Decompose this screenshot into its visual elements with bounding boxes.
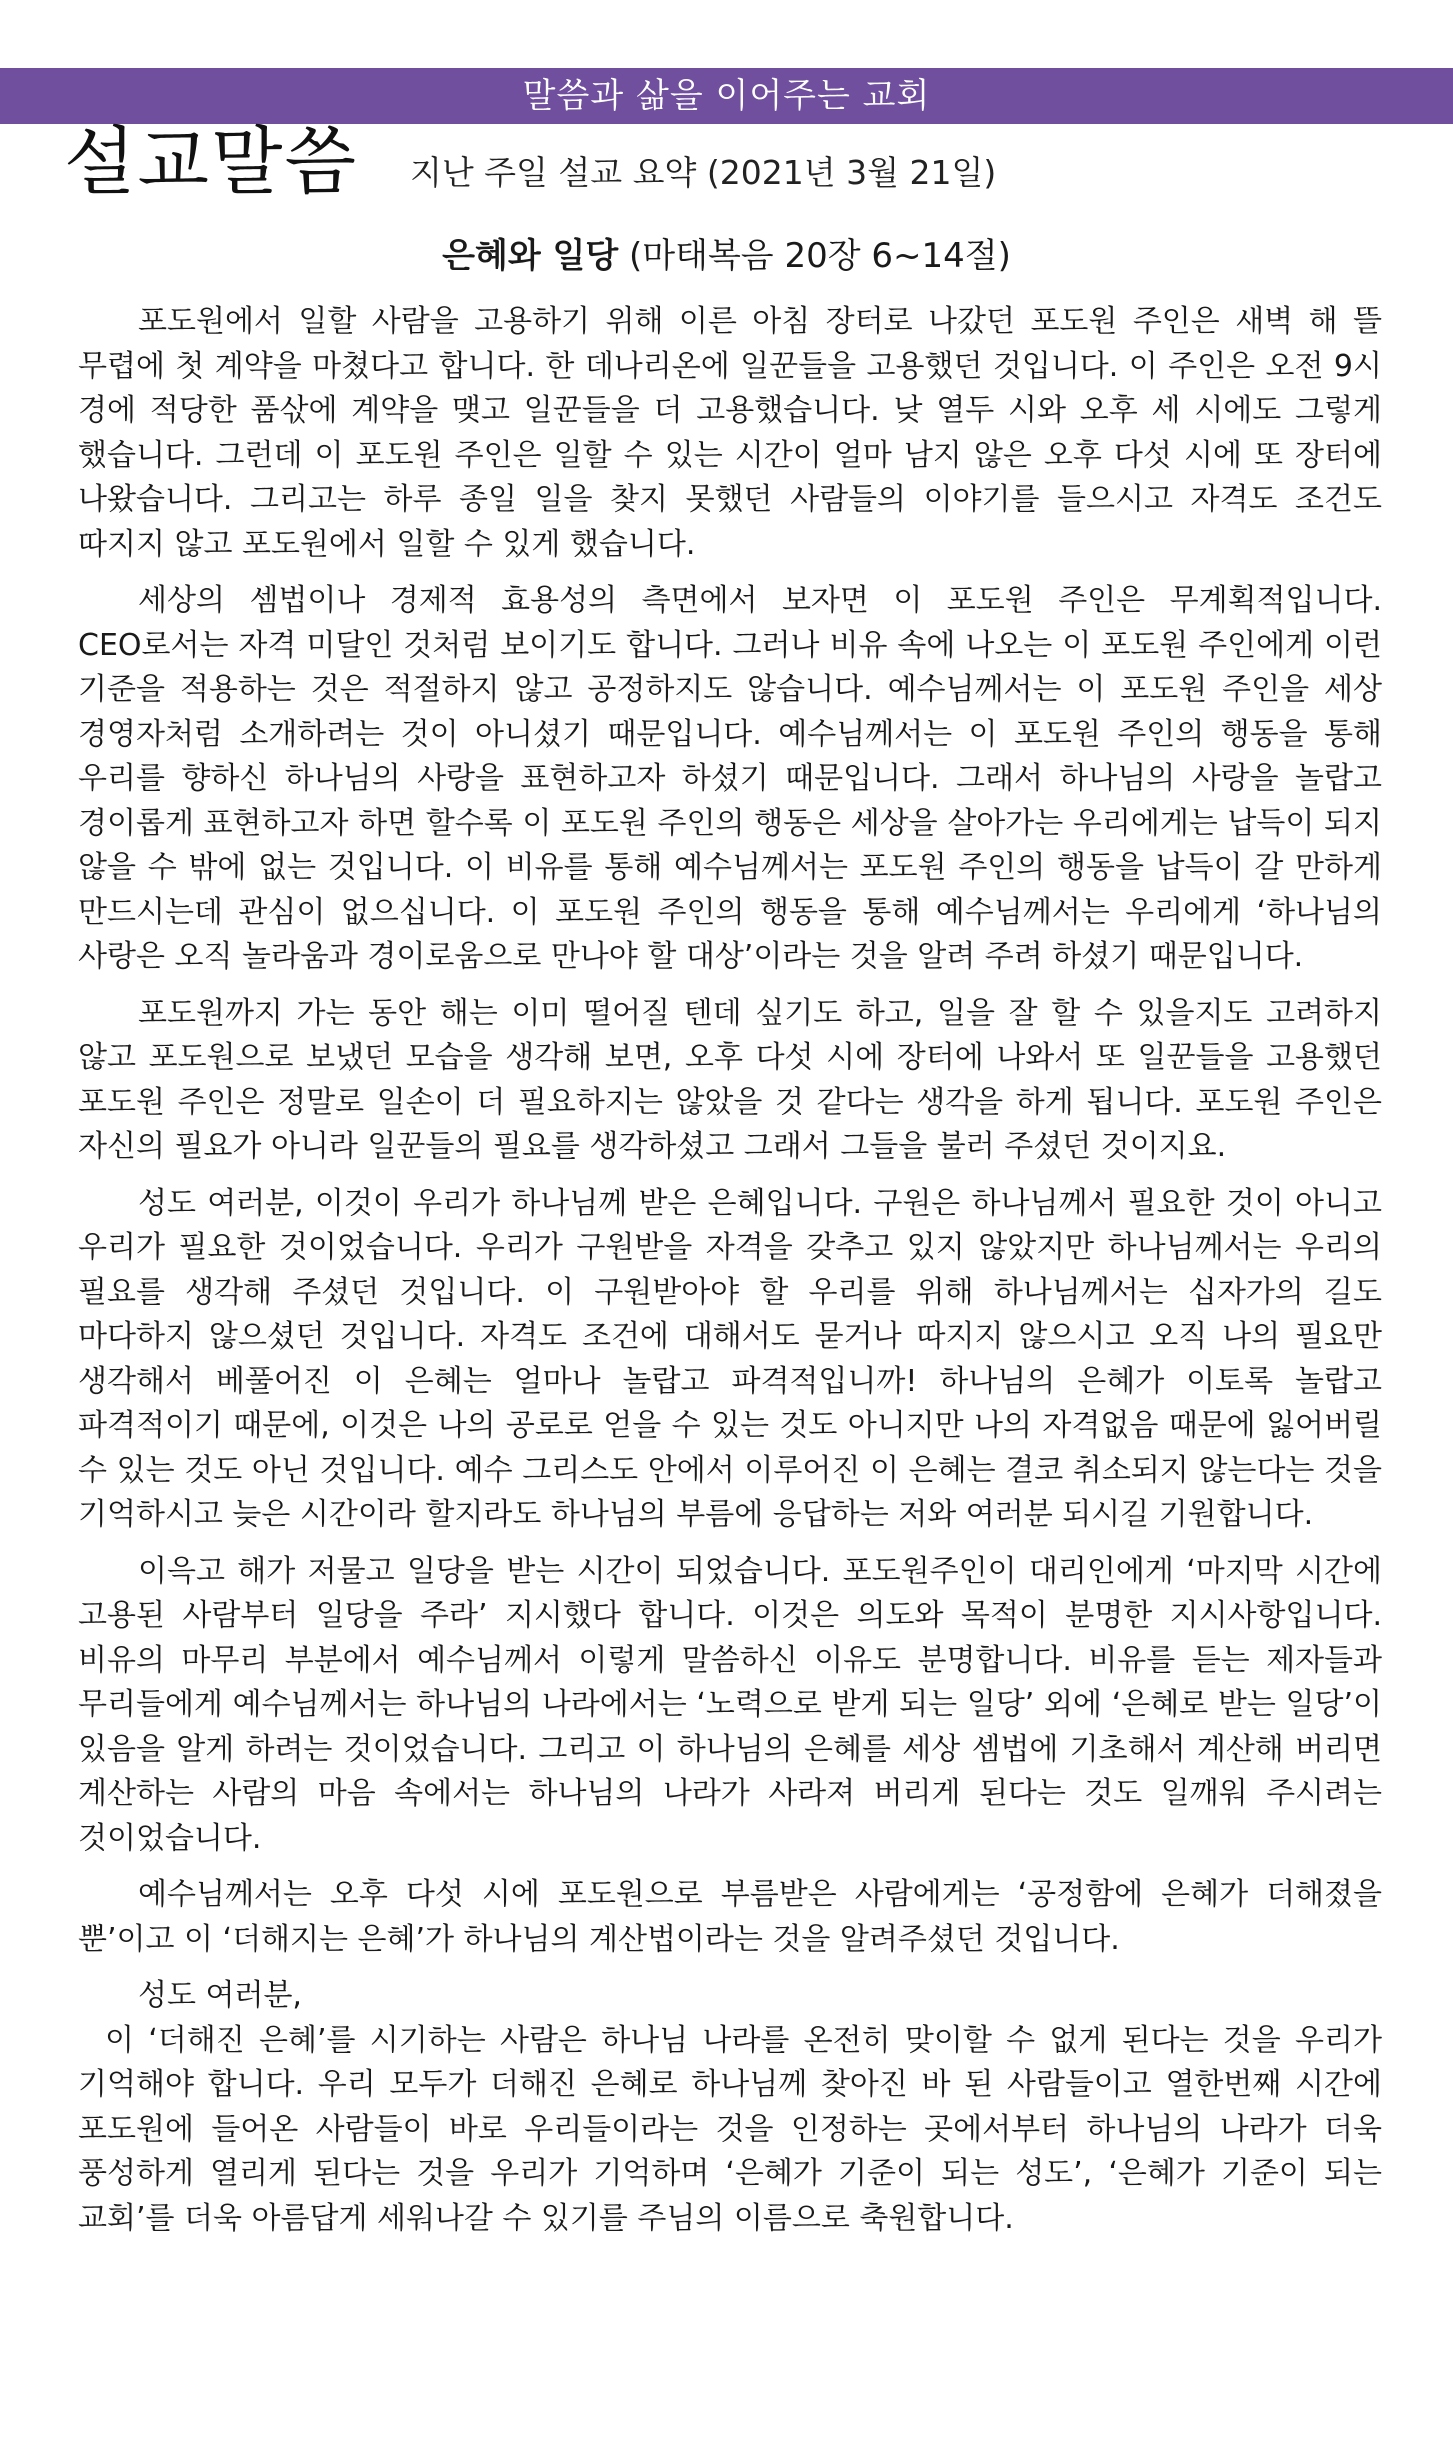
sermon-address-line: 성도 여러분,: [138, 1978, 302, 2013]
sermon-paragraph-6: 예수님께서는 오후 다섯 시에 포도원으로 부름받은 사람에게는 ‘공정함에 은혜가 더해졌을 뿐’이고 이 ‘더해지는 은혜’가 하나님의 계산법이라는 것을 알려주셨던 것입니다.: [78, 1877, 1382, 1957]
sermon-paragraph-3: 포도원까지 가는 동안 해는 이미 떨어질 텐데 싶기도 하고, 일을 잘 할 수 있을지도 고려하지 않고 포도원으로 보냈던 모습을 생각해 보면, 오후 다섯 시에 장터에 나와서 또 일꾼들을 고용했던 포도원 주인은 정말로 일손이 더 필요하지는 않았을 것 같다는 생각을 하게 됩니다. 포도원 주인은 자신의 필요가 아니라 일꾼들의 필요를 생각하셨고 그래서 그들을 불러 주셨던 것이지요.: [78, 995, 1382, 1164]
sermon-paragraph-2: 세상의 셈법이나 경제적 효용성의 측면에서 보자면 이 포도원 주인은 무계획적입니다. CEO로서는 자격 미달인 것처럼 보이기도 합니다. 그러나 비유 속에 나오는 이 포도원 주인에게 이런 기준을 적용하는 것은 적절하지 않고 공정하지도 않습니다. 예수님께서는 이 포도원 주인을 세상 경영자처럼 소개하려는 것이 아니셨기 때문입니다. 예수님께서는 이 포도원 주인의 행동을 통해 우리를 향하신 하나님의 사랑을 표현하고자 하셨기 때문입니다. 그래서 하나님의 사랑을 놀랍고 경이롭게 표현하고자 하면 할수록 이 포도원 주인의 행동은 세상을 살아가는 우리에게는 납득이 되지 않을 수 밖에 없는 것입니다. 이 비유를 통해 예수님께서는 포도원 주인의 행동을 납득이 갈 만하게 만드시는데 관심이 없으십니다. 이 포도원 주인의 행동을 통해 예수님께서는 우리에게 ‘하나님의 사랑은 오직 놀라움과 경이로움으로 만나야 할 대상’이라는 것을 알려 주려 하셨기 때문입니다.: [78, 583, 1382, 974]
sermon-body: [78, 300, 1382, 2253]
sermon-paragraph-5: 이윽고 해가 저물고 일당을 받는 시간이 되었습니다. 포도원주인이 대리인에게 ‘마지막 시간에 고용된 사람부터 일당을 주라’ 지시했다 합니다. 이것은 의도와 목적이 분명한 지시사항입니다. 비유의 마무리 부분에서 예수님께서 이렇게 말씀하신 이유도 분명합니다. 비유를 듣는 제자들과 무리들에게 예수님께서는 하나님의 나라에서는 ‘노력으로 받게 되는 일당’ 외에 ‘은혜로 받는 일당’이 있음을 알게 하려는 것이었습니다. 그리고 이 하나님의 은혜를 세상 셈법에 기초해서 계산해 버리면 계산하는 사람의 마음 속에서는 하나님의 나라가 사라져 버리게 된다는 것도 일깨워 주시려는 것이었습니다.: [78, 1553, 1382, 1856]
section-title: 설교말씀: [64, 119, 358, 205]
sermon-paragraph-1: 포도원에서 일할 사람을 고용하기 위해 이른 아침 장터로 나갔던 포도원 주인은 새벽 해 뜰 무렵에 첫 계약을 마쳤다고 합니다. 한 데나리온에 일꾼들을 고용했던 것입니다. 이 주인은 오전 9시 경에 적당한 품삯에 계약을 맺고 일꾼들을 더 고용했습니다. 낮 열두 시와 오후 세 시에도 그렇게 했습니다. 그런데 이 포도원 주인은 일할 수 있는 시간이 얼마 남지 않은 오후 다섯 시에 또 장터에 나왔습니다. 그리고는 하루 종일 일을 찾지 못했던 사람들의 이야기를 들으시고 자격도 조건도 따지지 않고 포도원에서 일할 수 있게 했습니다.: [78, 304, 1382, 562]
masthead: [64, 119, 997, 205]
sermon-paragraph-4: 성도 여러분, 이것이 우리가 하나님께 받은 은혜입니다. 구원은 하나님께서 필요한 것이 아니고 우리가 필요한 것이었습니다. 우리가 구원받을 자격을 갖추고 있지 않았지만 하나님께서는 우리의 필요를 생각해 주셨던 것입니다. 이 구원받아야 할 우리를 위해 하나님께서는 십자가의 길도 마다하지 않으셨던 것입니다. 자격도 조건에 대해서도 묻거나 따지지 않으시고 오직 나의 필요만 생각해서 베풀어진 이 은혜는 얼마나 놀랍고 파격적입니까! 하나님의 은혜가 이토록 놀랍고 파격적이기 때문에, 이것은 나의 공로로 얻을 수 있는 것도 아니지만 나의 자격없음 때문에 잃어버릴 수 있는 것도 아닌 것입니다. 예수 그리스도 안에서 이루어진 이 은혜는 결코 취소되지 않는다는 것을 기억하시고 늦은 시간이라 할지라도 하나님의 부름에 응답하는 저와 여러분 되시길 기원합니다.: [78, 1185, 1382, 1532]
sermon-date-subtitle: 지난 주일 설교 요약 (2021년 3월 21일): [409, 153, 997, 192]
sermon-heading: [0, 236, 1453, 276]
scripture-reference: (마태복음 20장 6~14절): [629, 236, 1011, 276]
church-slogan-banner: 말씀과 삶을 이어주는 교회: [0, 68, 1453, 124]
sermon-title: 은혜와 일당: [442, 236, 619, 276]
sermon-paragraph-closing: 이 ‘더해진 은혜’를 시기하는 사람은 하나님 나라를 온전히 맞이할 수 없게 된다는 것을 우리가 기억해야 합니다. 우리 모두가 더해진 은혜로 하나님께 찾아진 바 된 사람들이고 열한번째 시간에 포도원에 들어온 사람들이 바로 우리들이라는 것을 인정하는 곳에서부터 하나님의 나라가 더욱 풍성하게 열리게 된다는 것을 우리가 기억하며 ‘은혜가 기준이 되는 성도’, ‘은혜가 기준이 되는 교회’를 더욱 아름답게 세워나갈 수 있기를 주님의 이름으로 축원합니다.: [78, 2022, 1382, 2236]
